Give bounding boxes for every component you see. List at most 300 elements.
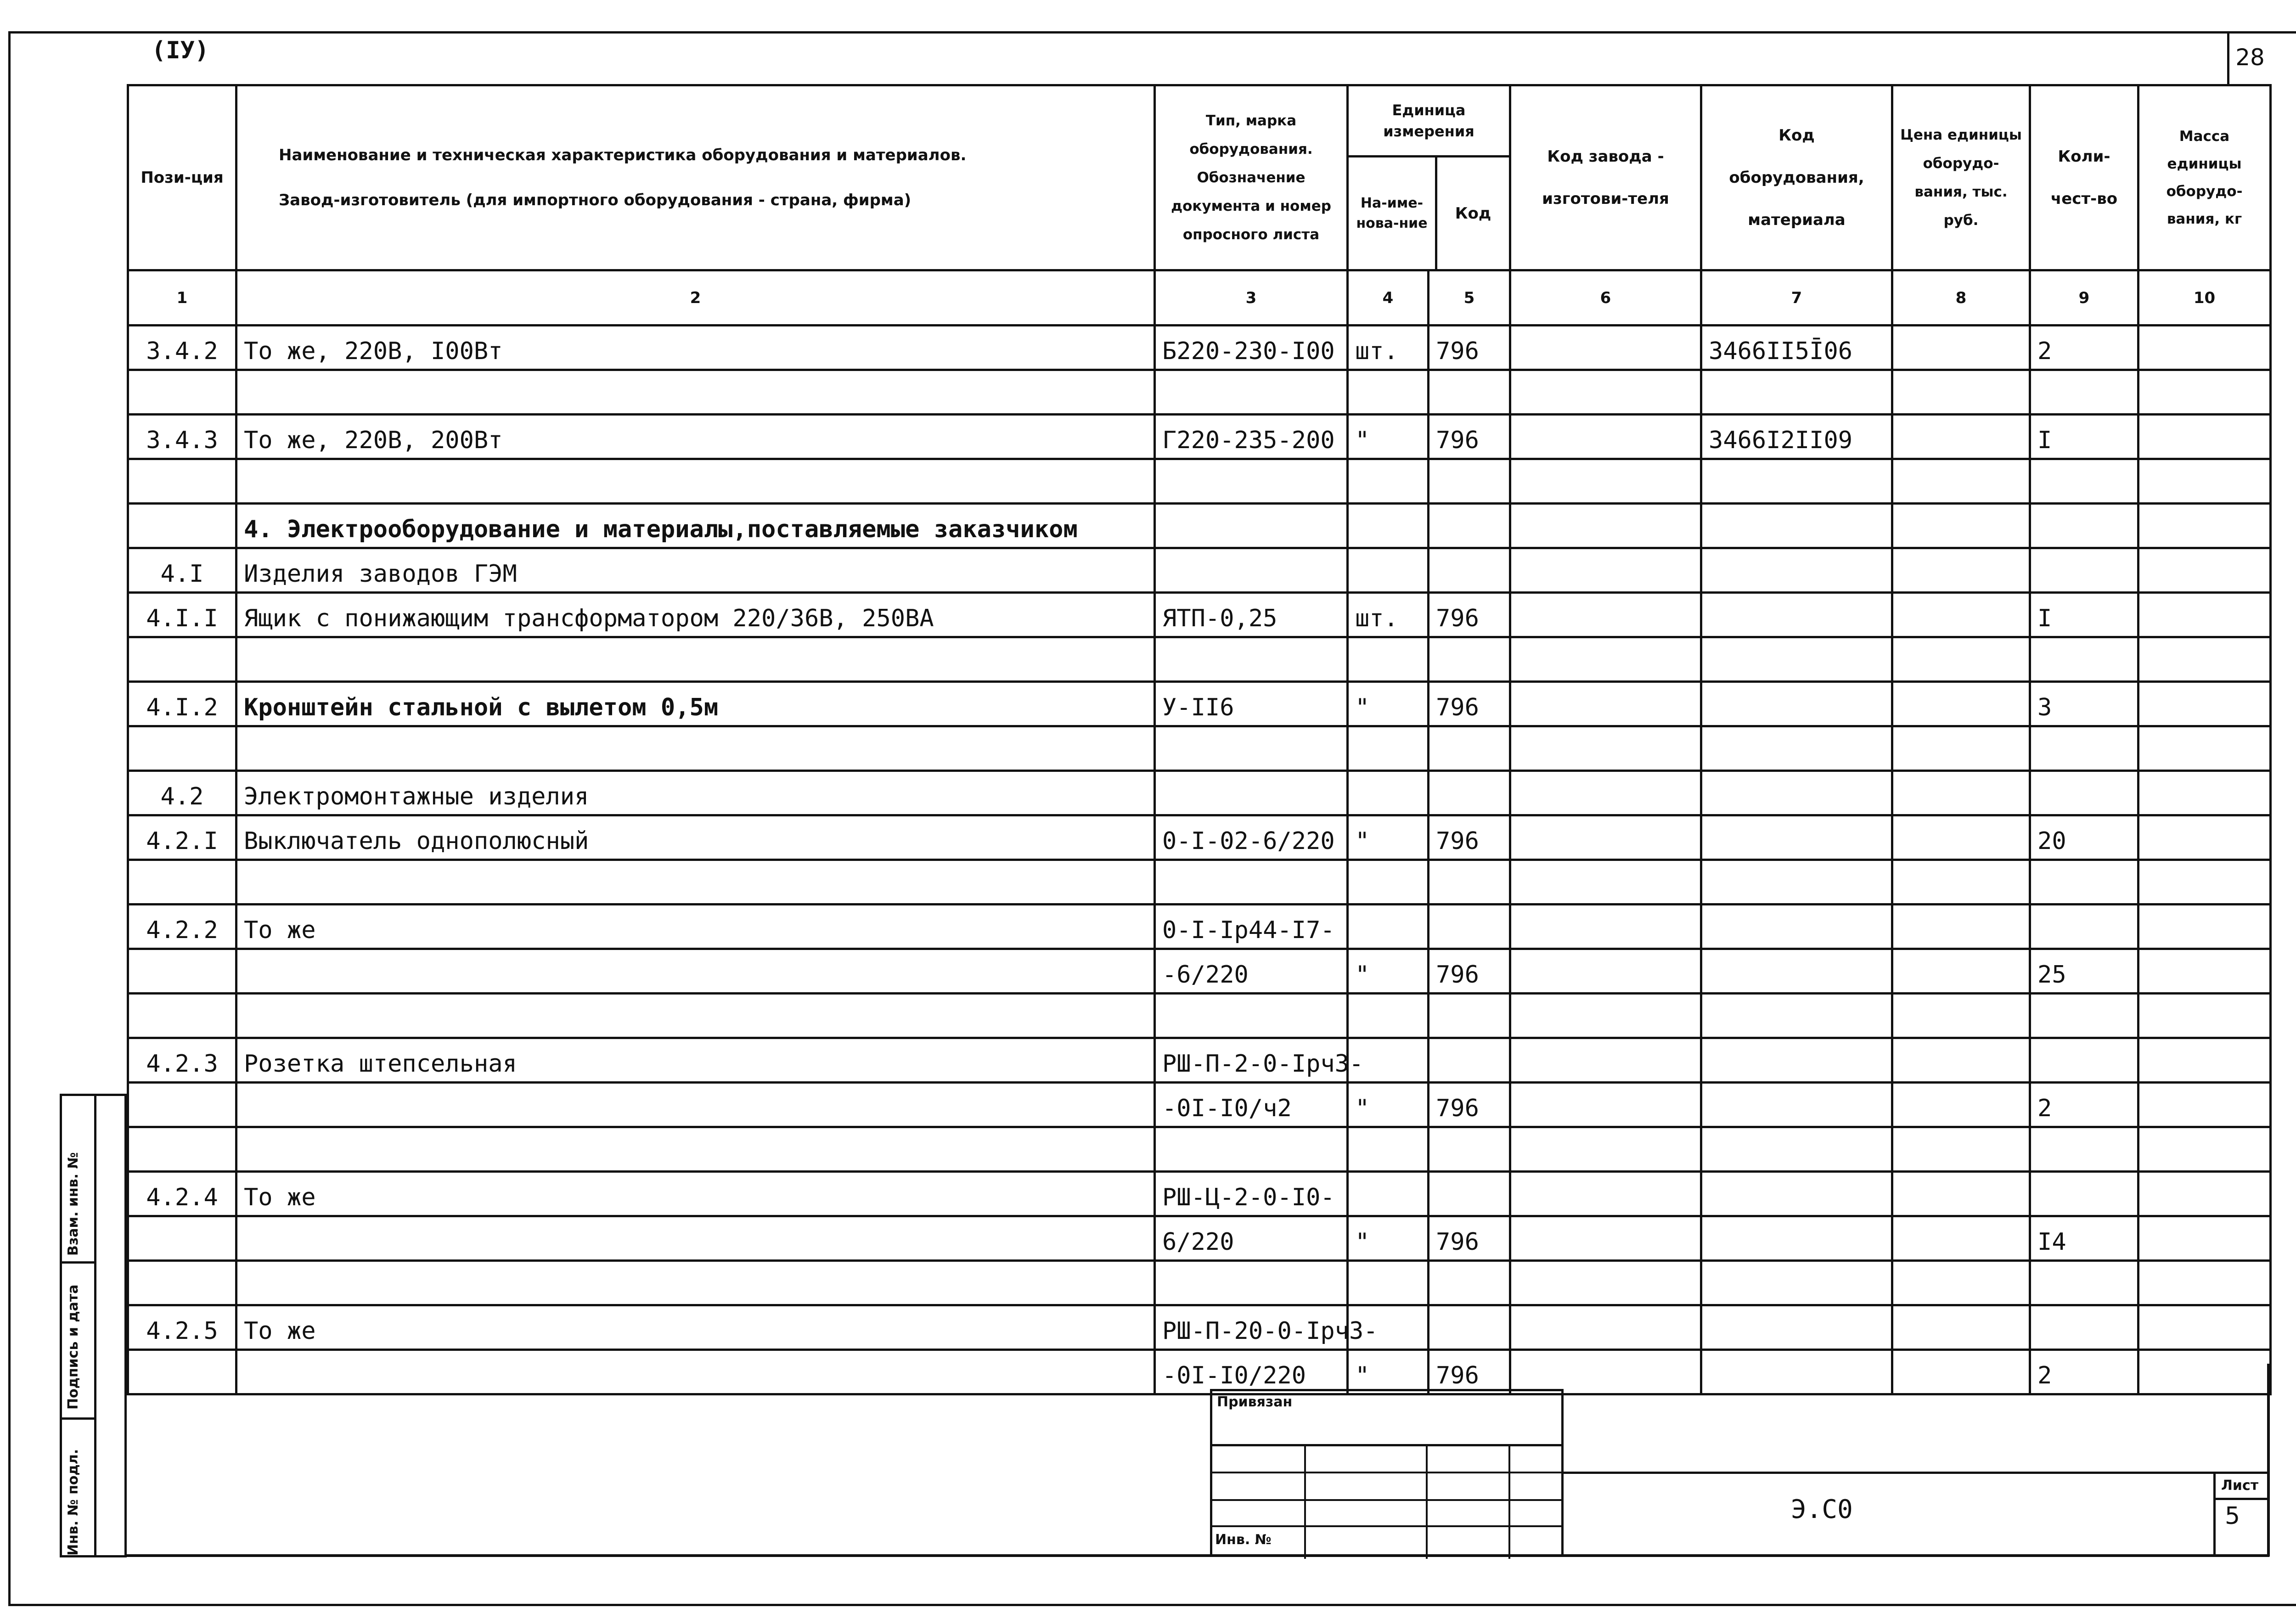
cell-price [1892, 682, 2030, 726]
cell-price [1892, 548, 2030, 593]
cell-name [236, 1216, 1155, 1261]
privyazan-label: Привязан [1217, 1394, 1293, 1410]
side-label-podpis: Подпись и дата [65, 1284, 81, 1410]
cell-unit [1348, 637, 1429, 682]
table-row [128, 1083, 2271, 1127]
cell-quantity [2030, 994, 2138, 1038]
cell-unit-code [1429, 771, 1510, 815]
cell-type [1155, 459, 1348, 504]
side-label-inv: Инв. № подл. [65, 1449, 81, 1556]
cell-name [236, 1350, 1155, 1394]
cell-factory-code [1510, 326, 1701, 370]
cell-material-code: 3466I2II09 [1701, 415, 1892, 459]
cell-unit-code [1429, 1127, 1510, 1172]
header-unit-name: На-име-нова-ние [1349, 157, 1437, 269]
cell-material-code [1701, 860, 1892, 905]
cell-name [236, 1261, 1155, 1305]
cell-unit [1348, 1127, 1429, 1172]
cell-position: 4.2 [128, 771, 236, 815]
header-factory-code: Код завода - изготови-теля [1510, 85, 1701, 270]
cell-unit-code: 796 [1429, 682, 1510, 726]
cell-unit-code [1429, 1305, 1510, 1350]
cell-mass [2138, 994, 2271, 1038]
inv-no-label: Инв. № [1215, 1532, 1272, 1548]
header-name-line1: Наименование и техническая характеристика оборудования и материалов. [279, 146, 967, 164]
cell-unit [1348, 548, 1429, 593]
cell-mass [2138, 860, 2271, 905]
cell-unit-code [1429, 548, 1510, 593]
col-number: 4 [1348, 270, 1429, 326]
cell-factory-code [1510, 415, 1701, 459]
cell-unit [1348, 860, 1429, 905]
cell-type [1155, 504, 1348, 548]
cell-type: РШ-Ц-2-0-I0- [1155, 1172, 1348, 1216]
cell-unit [1348, 370, 1429, 415]
cell-mass [2138, 815, 2271, 860]
cell-name: То же [236, 1305, 1155, 1350]
cell-type: Б220-230-I00 [1155, 326, 1348, 370]
cell-material-code [1701, 815, 1892, 860]
cell-price [1892, 1038, 2030, 1083]
col-number: 5 [1429, 270, 1510, 326]
cell-unit-code [1429, 1261, 1510, 1305]
table-row [128, 1305, 2271, 1350]
cell-factory-code [1510, 1305, 1701, 1350]
cell-unit [1348, 994, 1429, 1038]
cell-factory-code [1510, 637, 1701, 682]
cell-unit-code [1429, 370, 1510, 415]
cell-name [236, 1127, 1155, 1172]
cell-unit [1348, 504, 1429, 548]
header-unit-code: Код [1455, 204, 1491, 223]
cell-factory-code [1510, 905, 1701, 949]
col-number: 9 [2030, 270, 2138, 326]
bottom-border [127, 1554, 2269, 1557]
cell-mass [2138, 682, 2271, 726]
cell-mass [2138, 905, 2271, 949]
cell-type: ЯТП-0,25 [1155, 593, 1348, 637]
cell-unit: " [1348, 682, 1429, 726]
cell-mass [2138, 637, 2271, 682]
cell-quantity [2030, 1172, 2138, 1216]
cell-unit [1348, 459, 1429, 504]
cell-factory-code [1510, 682, 1701, 726]
sheet-box [2213, 1472, 2269, 1557]
cell-quantity: 25 [2030, 949, 2138, 994]
table-row [128, 459, 2271, 504]
table-row [128, 682, 2271, 726]
cell-price [1892, 815, 2030, 860]
cell-material-code [1701, 459, 1892, 504]
header-mass: Масса единицы оборудо-вания, кг [2138, 85, 2271, 270]
header-type: Тип, марка оборудования. Обозначение документа и номер опросного листа [1155, 85, 1348, 270]
side-label-vzam: Взам. инв. № [65, 1152, 81, 1256]
cell-material-code [1701, 682, 1892, 726]
cell-material-code [1701, 726, 1892, 771]
corner-label: (IУ) [152, 37, 209, 64]
cell-unit: " [1348, 1083, 1429, 1127]
cell-factory-code [1510, 370, 1701, 415]
cell-price [1892, 726, 2030, 771]
cell-position [128, 459, 236, 504]
cell-material-code [1701, 1216, 1892, 1261]
header-row [128, 85, 2271, 270]
cell-mass [2138, 593, 2271, 637]
cell-quantity: 2 [2030, 1350, 2138, 1394]
cell-price [1892, 504, 2030, 548]
cell-factory-code [1510, 1216, 1701, 1261]
table-row [128, 1261, 2271, 1305]
cell-factory-code [1510, 860, 1701, 905]
table-row [128, 1350, 2271, 1394]
cell-type [1155, 370, 1348, 415]
cell-factory-code [1510, 1127, 1701, 1172]
cell-quantity [2030, 1305, 2138, 1350]
cell-material-code [1701, 1083, 1892, 1127]
cell-unit-code [1429, 994, 1510, 1038]
table-row [128, 370, 2271, 415]
cell-type [1155, 1127, 1348, 1172]
cell-name: Электромонтажные изделия [236, 771, 1155, 815]
top-page-number-box [2227, 31, 2271, 84]
cell-quantity: 2 [2030, 326, 2138, 370]
cell-mass [2138, 415, 2271, 459]
cell-factory-code [1510, 949, 1701, 994]
cell-mass [2138, 1172, 2271, 1216]
table-row [128, 1127, 2271, 1172]
cell-name [236, 1083, 1155, 1127]
cell-name: Ящик с понижающим трансформатором 220/36В, 250ВА [236, 593, 1155, 637]
column-number-row [128, 270, 2271, 326]
cell-price [1892, 415, 2030, 459]
cell-unit [1348, 771, 1429, 815]
cell-unit-code: 796 [1429, 1216, 1510, 1261]
cell-unit: " [1348, 949, 1429, 994]
document-code: Э.С0 [1791, 1495, 1853, 1524]
cell-price [1892, 771, 2030, 815]
cell-unit-code [1429, 860, 1510, 905]
cell-unit [1348, 726, 1429, 771]
cell-factory-code [1510, 1083, 1701, 1127]
table-row [128, 860, 2271, 905]
cell-type: -0I-I0/220 [1155, 1350, 1348, 1394]
cell-unit-code: 796 [1429, 815, 1510, 860]
cell-price [1892, 860, 2030, 905]
cell-factory-code [1510, 1261, 1701, 1305]
table-row [128, 1216, 2271, 1261]
cell-unit-code [1429, 637, 1510, 682]
cell-factory-code [1510, 1038, 1701, 1083]
cell-position [128, 994, 236, 1038]
cell-factory-code [1510, 459, 1701, 504]
cell-mass [2138, 326, 2271, 370]
cell-mass [2138, 1216, 2271, 1261]
cell-material-code [1701, 1127, 1892, 1172]
cell-material-code [1701, 771, 1892, 815]
cell-name: 4. Электрооборудование и материалы,поставляемые заказчиком [236, 504, 1155, 548]
table-row [128, 771, 2271, 815]
cell-quantity [2030, 771, 2138, 815]
cell-material-code [1701, 593, 1892, 637]
cell-name: Кронштейн стальной с вылетом 0,5м [236, 682, 1155, 726]
cell-quantity: I [2030, 415, 2138, 459]
table-row [128, 548, 2271, 593]
cell-unit: " [1348, 415, 1429, 459]
table-body [128, 326, 2271, 1394]
cell-quantity [2030, 1261, 2138, 1305]
cell-position [128, 637, 236, 682]
table-row [128, 905, 2271, 949]
cell-unit-code [1429, 905, 1510, 949]
cell-mass [2138, 504, 2271, 548]
cell-position: 3.4.3 [128, 415, 236, 459]
cell-unit-code: 796 [1429, 1350, 1510, 1394]
col-number: 7 [1701, 270, 1892, 326]
col-number: 8 [1892, 270, 2030, 326]
cell-type [1155, 548, 1348, 593]
cell-type: РШ-П-2-0-Ipч3- [1155, 1038, 1348, 1083]
cell-material-code [1701, 1350, 1892, 1394]
cell-price [1892, 994, 2030, 1038]
cell-position: 4.I.2 [128, 682, 236, 726]
cell-material-code [1701, 637, 1892, 682]
cell-type [1155, 771, 1348, 815]
cell-price [1892, 1127, 2030, 1172]
table-row [128, 994, 2271, 1038]
cell-unit: " [1348, 1350, 1429, 1394]
cell-unit: шт. [1348, 326, 1429, 370]
cell-position [128, 504, 236, 548]
cell-position: 4.2.I [128, 815, 236, 860]
cell-position: 3.4.2 [128, 326, 236, 370]
cell-unit-code: 796 [1429, 415, 1510, 459]
cell-factory-code [1510, 1172, 1701, 1216]
cell-unit [1348, 1261, 1429, 1305]
cell-position: 4.2.2 [128, 905, 236, 949]
table-row [128, 637, 2271, 682]
cell-position: 4.2.5 [128, 1305, 236, 1350]
cell-type: -6/220 [1155, 949, 1348, 994]
header-material-code: Код оборудования, материала [1701, 85, 1892, 270]
header-price: Цена единицы оборудо-вания, тыс. руб. [1892, 85, 2030, 270]
header-quantity: Коли-чест-во [2030, 85, 2138, 270]
cell-name [236, 637, 1155, 682]
cell-type [1155, 1261, 1348, 1305]
cell-material-code [1701, 1261, 1892, 1305]
cell-unit-code: 796 [1429, 326, 1510, 370]
table-row [128, 326, 2271, 370]
header-name [236, 85, 1155, 270]
cell-name: Розетка штепсельная [236, 1038, 1155, 1083]
cell-price [1892, 949, 2030, 994]
cell-factory-code [1510, 771, 1701, 815]
cell-mass [2138, 771, 2271, 815]
cell-unit-code [1429, 1172, 1510, 1216]
col-number: 1 [128, 270, 236, 326]
cell-price [1892, 1083, 2030, 1127]
cell-material-code [1701, 1172, 1892, 1216]
cell-type [1155, 637, 1348, 682]
cell-price [1892, 905, 2030, 949]
cell-mass [2138, 548, 2271, 593]
col-number: 10 [2138, 270, 2271, 326]
specification-table [127, 84, 2272, 1395]
cell-factory-code [1510, 548, 1701, 593]
cell-position [128, 1350, 236, 1394]
cell-factory-code [1510, 504, 1701, 548]
cell-mass [2138, 1305, 2271, 1350]
cell-name [236, 860, 1155, 905]
top-page-number: 28 [2235, 44, 2265, 71]
cell-material-code [1701, 905, 1892, 949]
cell-mass [2138, 370, 2271, 415]
header-position: Пози-ция [128, 85, 236, 270]
cell-material-code [1701, 548, 1892, 593]
cell-name: То же [236, 1172, 1155, 1216]
cell-material-code: 3466II5Ī06 [1701, 326, 1892, 370]
col-number: 3 [1155, 270, 1348, 326]
cell-material-code [1701, 1305, 1892, 1350]
cell-price [1892, 459, 2030, 504]
cell-type [1155, 726, 1348, 771]
cell-price [1892, 637, 2030, 682]
table-row [128, 1172, 2271, 1216]
table-row [128, 415, 2271, 459]
cell-price [1892, 326, 2030, 370]
cell-price [1892, 1350, 2030, 1394]
cell-material-code [1701, 994, 1892, 1038]
cell-mass [2138, 726, 2271, 771]
cell-position: 4.2.3 [128, 1038, 236, 1083]
cell-name [236, 726, 1155, 771]
cell-type: -0I-I0/ч2 [1155, 1083, 1348, 1127]
cell-unit [1348, 905, 1429, 949]
cell-mass [2138, 1083, 2271, 1127]
cell-type [1155, 860, 1348, 905]
cell-type: 0-I-Ip44-I7- [1155, 905, 1348, 949]
cell-material-code [1701, 949, 1892, 994]
cell-name [236, 459, 1155, 504]
cell-name: Изделия заводов ГЭМ [236, 548, 1155, 593]
cell-unit-code [1429, 459, 1510, 504]
sheet-number: 5 [2225, 1502, 2240, 1530]
cell-position [128, 726, 236, 771]
cell-mass [2138, 1038, 2271, 1083]
cell-type: У-II6 [1155, 682, 1348, 726]
cell-factory-code [1510, 1350, 1701, 1394]
cell-unit-code [1429, 726, 1510, 771]
cell-name: То же [236, 905, 1155, 949]
cell-position [128, 370, 236, 415]
cell-material-code [1701, 504, 1892, 548]
table-row [128, 726, 2271, 771]
cell-name: То же, 220В, I00Вт [236, 326, 1155, 370]
cell-position: 4.I.I [128, 593, 236, 637]
col-number: 2 [236, 270, 1155, 326]
cell-price [1892, 370, 2030, 415]
cell-name [236, 994, 1155, 1038]
cell-position [128, 949, 236, 994]
cell-factory-code [1510, 593, 1701, 637]
cell-name [236, 949, 1155, 994]
cell-type: РШ-П-20-0-Ipч3- [1155, 1305, 1348, 1350]
cell-material-code [1701, 1038, 1892, 1083]
cell-unit: " [1348, 815, 1429, 860]
cell-quantity [2030, 504, 2138, 548]
cell-position [128, 1261, 236, 1305]
cell-unit-code: 796 [1429, 949, 1510, 994]
cell-quantity: I [2030, 593, 2138, 637]
cell-type [1155, 994, 1348, 1038]
cell-quantity [2030, 637, 2138, 682]
cell-quantity: 3 [2030, 682, 2138, 726]
cell-unit: шт. [1348, 593, 1429, 637]
cell-factory-code [1510, 994, 1701, 1038]
cell-mass [2138, 1350, 2271, 1394]
cell-price [1892, 593, 2030, 637]
cell-quantity: 20 [2030, 815, 2138, 860]
cell-quantity [2030, 1038, 2138, 1083]
cell-type: Г220-235-200 [1155, 415, 1348, 459]
header-unit [1348, 85, 1510, 270]
cell-mass [2138, 949, 2271, 994]
cell-position [128, 1083, 236, 1127]
cell-mass [2138, 459, 2271, 504]
header-unit-title: Единица измерения [1349, 86, 1509, 157]
cell-quantity: I4 [2030, 1216, 2138, 1261]
cell-type: 0-I-02-6/220 [1155, 815, 1348, 860]
col-number: 6 [1510, 270, 1701, 326]
cell-quantity [2030, 905, 2138, 949]
title-block-privyazan [1210, 1389, 1564, 1557]
cell-unit [1348, 1172, 1429, 1216]
cell-quantity [2030, 459, 2138, 504]
cell-quantity: 2 [2030, 1083, 2138, 1127]
cell-quantity [2030, 548, 2138, 593]
cell-price [1892, 1305, 2030, 1350]
cell-position: 4.2.4 [128, 1172, 236, 1216]
cell-quantity [2030, 370, 2138, 415]
table-row [128, 504, 2271, 548]
cell-position [128, 1216, 236, 1261]
table-row [128, 815, 2271, 860]
cell-price [1892, 1261, 2030, 1305]
cell-unit: " [1348, 1216, 1429, 1261]
cell-name: Выключатель однополюсный [236, 815, 1155, 860]
cell-mass [2138, 1261, 2271, 1305]
cell-quantity [2030, 1127, 2138, 1172]
cell-quantity [2030, 726, 2138, 771]
cell-name [236, 370, 1155, 415]
header-name-line2: Завод-изготовитель (для импортного оборудования - страна, фирма) [279, 191, 912, 209]
sheet-label: Лист [2221, 1478, 2259, 1494]
cell-unit-code [1429, 1038, 1510, 1083]
table-row [128, 949, 2271, 994]
header-unit-sub [1349, 157, 1509, 269]
cell-unit-code [1429, 504, 1510, 548]
cell-position [128, 860, 236, 905]
title-strip-top [1564, 1472, 2269, 1474]
cell-factory-code [1510, 726, 1701, 771]
cell-factory-code [1510, 815, 1701, 860]
cell-quantity [2030, 860, 2138, 905]
cell-name: То же, 220В, 200Вт [236, 415, 1155, 459]
cell-unit-code: 796 [1429, 593, 1510, 637]
table-row [128, 1038, 2271, 1083]
cell-type: 6/220 [1155, 1216, 1348, 1261]
cell-unit-code: 796 [1429, 1083, 1510, 1127]
cell-material-code [1701, 370, 1892, 415]
